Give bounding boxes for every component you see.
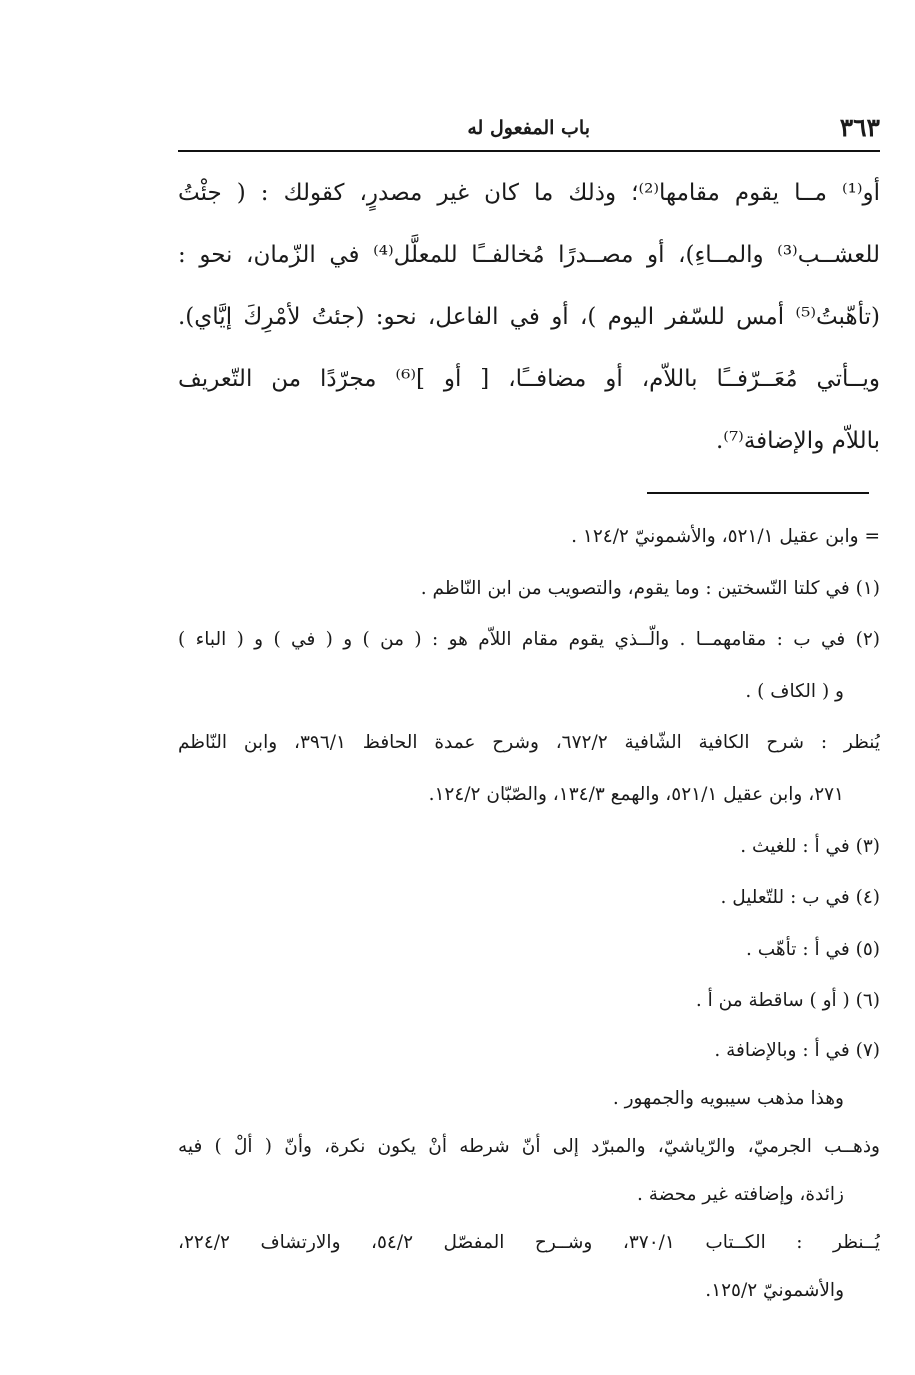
page-header [178,108,880,152]
footnote-2-source-continuation: ٢٧١، وابن عقيل ٥٢١/١، والهمع ١٣٤/٣، والصّبّان ١٢٤/٢. [428,783,844,805]
main-text-line: ويــأتي مُعَــرّفــًا باللاّم، أو مضافــًا، [ أو ]⁽⁶⁾ مجرّدًا من التّعريف [178,366,880,392]
footnote-5: (٥) في أ : تأهّب . [745,938,880,960]
footnote-7-comment: وذهــب الجرميّ، والرّياشيّ، والمبرّد إلى أنّ شرطه أنْ يكون نكرة، وأنّ ( ألْ ) فيه [178,1135,880,1157]
footnote-separator [647,492,869,494]
main-text-line: للعشــب⁽³⁾ والمــاءِ)، أو مصــدرًا مُخالفــًا للمعلَّل⁽⁴⁾ في الزّمان، نحو : [178,242,880,268]
footnote-7: (٧) في أ : وبالإضافة . [714,1039,880,1061]
footnote-7-comment-continuation: زائدة، وإضافته غير محضة . [636,1183,844,1205]
page-number: ٣٦٣ [839,113,880,142]
footnote-7-comment: وهذا مذهب سيبويه والجمهور . [612,1087,844,1109]
main-text [178,162,880,472]
main-text-line: أو⁽¹⁾ مــا يقوم مقامها⁽²⁾؛ وذلك ما كان غير مصدرٍ، كقولك : ( جئْتُ [178,180,880,206]
footnote-4: (٤) في ب : للتّعليل . [720,887,880,909]
footnotes [178,511,880,1315]
footnote-1: (١) في كلتا النّسختين : وما يقوم، والتصويب من ابن النّاظم . [420,577,880,599]
footnote-6: (٦) ( أو ) ساقطة من أ . [695,990,880,1012]
main-text-line: (تأهّبتُ⁽⁵⁾ أمس للسّفر اليوم )، أو في الفاعل، نحو: (جئتُ لأمْرِكَ إيَّاي). [178,304,880,330]
footnote-2-continuation: و ( الكاف ) . [745,680,844,702]
footnote-3: (٣) في أ : للغيث . [740,835,880,857]
footnote-2-source: يُنظر : شرح الكافية الشّافية ٦٧٢/٢، وشرح عمدة الحافظ ٣٩٦/١، وابن النّاظم [178,732,880,754]
footnote-continuation: = وابن عقيل ٥٢١/١، والأشمونيّ ١٢٤/٢ . [571,526,880,547]
chapter-title: باب المفعول له [467,117,590,139]
main-text-line: باللاّم والإضافة⁽⁷⁾. [715,428,880,454]
footnote-7-source-continuation: والأشمونيّ ١٢٥/٢. [705,1279,844,1301]
footnote-7-source: يُــنظر : الكــتاب ٣٧٠/١، وشــرح المفصّل ٥٤/٢، والارتشاف ٢٢٤/٢، [178,1231,880,1253]
footnote-2: (٢) في ب : مقامهمــا . والّــذي يقوم مقام اللاّم هو : ( من ) و ( في ) و ( الباء ) [178,629,880,651]
